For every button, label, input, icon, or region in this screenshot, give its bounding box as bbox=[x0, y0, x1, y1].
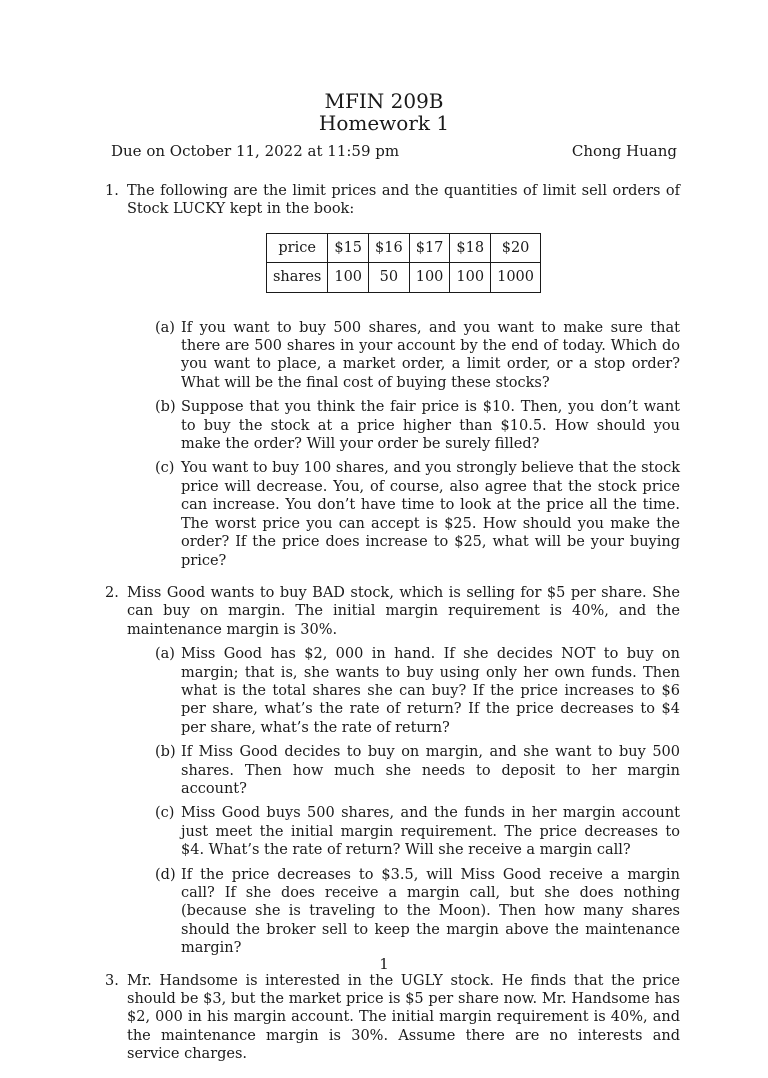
question-list bbox=[105, 182, 680, 1078]
table-cell: 50 bbox=[369, 263, 410, 292]
table-cell: 1000 bbox=[491, 263, 541, 292]
document-title bbox=[0, 90, 768, 134]
question-text: Miss Good wants to buy BAD stock, which is selling for $5 per share. She can buy on margin. The initial margin requirement is 40%, and the maintenance margin is 30%. bbox=[127, 584, 680, 638]
subquestion-label: (c) bbox=[155, 460, 175, 477]
subquestion-label: (b) bbox=[155, 399, 176, 416]
table-cell: 100 bbox=[409, 263, 450, 292]
subquestion-1b bbox=[127, 398, 680, 453]
table-cell: shares bbox=[266, 263, 327, 292]
subquestion-2a bbox=[127, 645, 680, 737]
subquestion-2d bbox=[127, 866, 680, 958]
order-book-table bbox=[266, 233, 541, 293]
table-row bbox=[266, 263, 540, 292]
subquestion-1a bbox=[127, 319, 680, 393]
table-cell: $15 bbox=[328, 233, 369, 262]
subquestion-text: If the price decreases to $3.5, will Miss Good receive a margin call? If she does receive a margin call, but she does nothing (because she is traveling to the Moon). Then how many shares should the broker sell to keep the margin above the maintenance margin? bbox=[181, 866, 680, 957]
table-cell: $18 bbox=[450, 233, 491, 262]
table-cell: $16 bbox=[369, 233, 410, 262]
meta-line bbox=[111, 142, 677, 160]
subquestion-text: If you want to buy 500 shares, and you want to make sure that there are 500 shares in your account by the end of today. Which do you want to place, a market order, a limit order, or a stop order? What will be the final cost of buying these stocks? bbox=[181, 319, 680, 391]
table-cell: 100 bbox=[450, 263, 491, 292]
subquestion-2b bbox=[127, 743, 680, 798]
question-3 bbox=[105, 972, 680, 1064]
due-date: Due on October 11, 2022 at 11:59 pm bbox=[111, 142, 400, 160]
assignment-title: Homework 1 bbox=[318, 111, 450, 135]
question-number: 3. bbox=[105, 972, 119, 989]
page-number: 1 bbox=[379, 955, 389, 973]
table-cell: price bbox=[266, 233, 327, 262]
table-cell: $20 bbox=[491, 233, 541, 262]
course-title: MFIN 209B bbox=[324, 89, 444, 113]
question-1 bbox=[105, 182, 680, 570]
subquestion-label: (b) bbox=[155, 744, 176, 761]
subquestion-label: (c) bbox=[155, 805, 175, 822]
question-text: The following are the limit prices and the quantities of limit sell orders of Stock LUCKY kept in the book: bbox=[127, 183, 680, 218]
subquestion-2c bbox=[127, 804, 680, 859]
question-number: 1. bbox=[105, 183, 119, 199]
subquestion-1c bbox=[127, 459, 680, 569]
subquestion-text: Miss Good buys 500 shares, and the funds in her margin account just meet the initial margin requirement. The price decreases to $4. What’s the rate of return? Will she receive a margin call? bbox=[181, 805, 680, 859]
subquestion-label: (a) bbox=[155, 646, 175, 663]
question-2 bbox=[105, 584, 680, 958]
subquestion-label: (d) bbox=[155, 866, 176, 883]
table-cell: $17 bbox=[409, 233, 450, 262]
question-text: Mr. Handsome is interested in the UGLY stock. He finds that the price should be $3, but the market price is $5 per share now. Mr. Handsome has $2, 000 in his margin account. The initial margin requirement is 40%, and the maintenance margin is 30%. Assume there are no interests and service charges. bbox=[127, 972, 680, 1063]
table-row bbox=[266, 233, 540, 262]
question-number: 2. bbox=[105, 584, 119, 601]
subquestion-text: Miss Good has $2, 000 in hand. If she decides NOT to buy on margin; that is, she wants to buy using only her own funds. Then what is the total shares she can buy? If the price increases to $6 per share, what’s the rate of return? If the price decreases to $4 per share, what’s the rate of return? bbox=[181, 646, 680, 736]
subquestion-text: If Miss Good decides to buy on margin, and she want to buy 500 shares. Then how much she needs to deposit to her margin account? bbox=[181, 744, 680, 797]
subquestion-text: You want to buy 100 shares, and you strongly believe that the stock price will decrease. You, of course, also agree that the stock price can increase. You don’t have time to look at the price all the time. The worst price you can accept is $25. How should you make the order? If the price does increase to $25, what will be your buying price? bbox=[181, 460, 680, 569]
subquestion-text: Suppose that you think the fair price is $10. Then, you don’t want to buy the stock at a price higher than $10.5. How should you make the order? Will your order be surely filled? bbox=[181, 399, 680, 453]
subquestion-label: (a) bbox=[155, 319, 175, 336]
author-name: Chong Huang bbox=[571, 142, 677, 160]
table-cell: 100 bbox=[328, 263, 369, 292]
